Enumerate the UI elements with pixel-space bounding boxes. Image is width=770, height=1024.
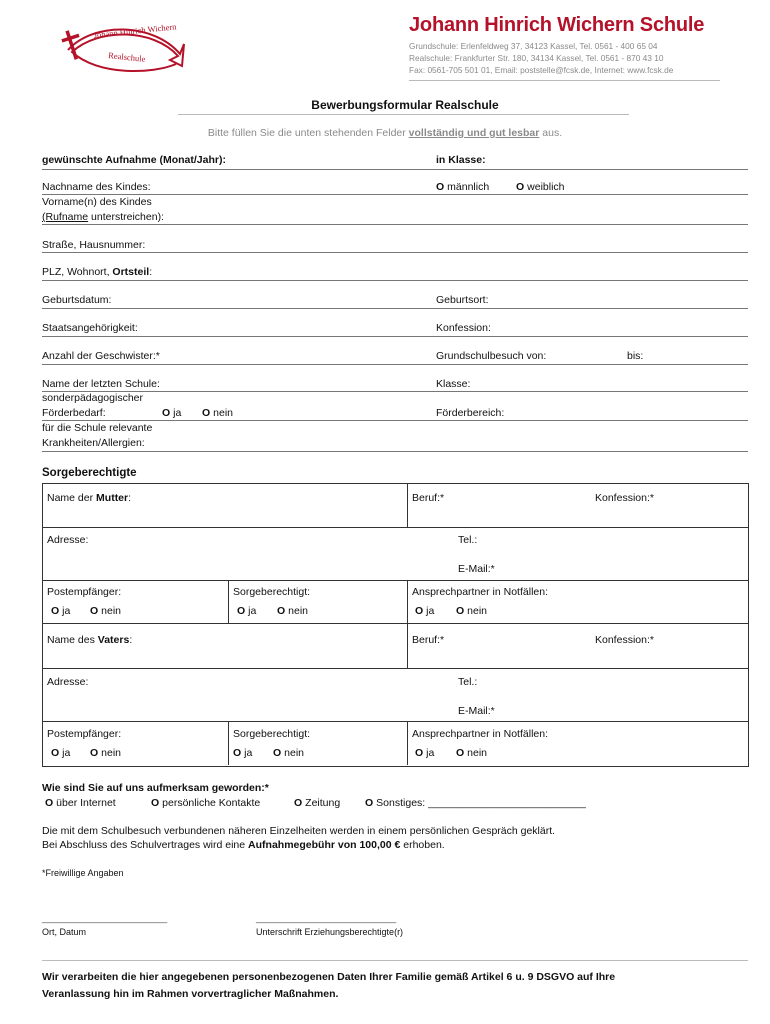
radio-icon[interactable]: O [277,605,286,617]
school-logo [58,16,188,76]
option-label: ja [426,747,435,759]
sonder-nein[interactable] [202,407,233,419]
header-divider [409,80,720,81]
option-label: ja [248,605,257,617]
address-line-1: Grundschule: Erlenfeldweg 37, 34123 Kassel, Tel. 0561 - 400 65 04 [409,41,658,51]
mutter-sorgeberechtigt-label: Sorgeberechtigt: [233,586,311,598]
table-line [228,721,229,765]
option-label: ja [62,747,71,759]
label-colon: : [129,634,133,646]
table-line [407,580,408,623]
field-line[interactable] [42,451,748,452]
sorge-heading: Sorgeberechtigte [42,467,137,479]
strasse-label: Straße, Hausnummer: [42,239,146,251]
field-line[interactable] [42,194,748,195]
mutter-post-nein[interactable] [90,605,121,617]
radio-icon[interactable]: O [45,797,54,809]
option-label: nein [467,747,488,759]
grundschulbesuch-label: Grundschulbesuch von: [436,350,547,362]
mutter-sorge-nein[interactable] [277,605,308,617]
mutter-name-label[interactable] [47,492,131,504]
info-line-2 [42,839,445,851]
vater-postempfaenger-label: Postempfänger: [47,728,122,740]
option-label: ja [426,605,435,617]
vater-ansprech-label: Ansprechpartner in Notfällen: [412,728,548,740]
mutter-konfession-label[interactable]: Konfession:* [595,492,654,504]
geburtsdatum-label: Geburtsdatum: [42,294,112,306]
radio-icon[interactable]: O [456,605,465,617]
vater-ansprech-nein[interactable] [456,747,487,759]
vater-adresse-label[interactable]: Adresse: [47,676,89,688]
vater-sorge-ja[interactable] [233,747,252,759]
mutter-sorge-ja[interactable] [237,605,256,617]
vater-konfession-label[interactable]: Konfession:* [595,634,654,646]
sonder-ja[interactable] [162,407,181,419]
mutter-postempfaenger-label: Postempfänger: [47,586,122,598]
table-line [407,623,408,668]
intro-text: Bitte füllen Sie die unten stehenden Felder [207,127,409,139]
vorname-underlined: (Rufname [42,211,89,223]
table-line [42,527,749,528]
vater-name-label[interactable] [47,634,132,646]
field-line[interactable] [42,252,748,253]
vater-sorgeberechtigt-label: Sorgeberechtigt: [233,728,311,740]
fee-text: Aufnahmegebühr von 100,00 € [248,839,401,851]
option-label: nein [288,605,309,617]
vater-beruf-label[interactable]: Beruf:* [412,634,445,646]
gender-weiblich[interactable] [516,181,565,193]
vater-post-ja[interactable] [51,747,70,759]
foerderbereich-label: Förderbereich: [436,407,505,419]
field-line[interactable] [42,364,748,365]
form-intro [0,127,770,139]
geburtsort-label: Geburtsort: [436,294,489,306]
vater-tel-label[interactable]: Tel.: [458,676,478,688]
table-line [42,623,749,624]
option-label: männlich [447,181,490,193]
mutter-ansprech-label: Ansprechpartner in Notfällen: [412,586,548,598]
option-label: ja [173,407,182,419]
field-line[interactable] [42,224,748,225]
field-line[interactable] [42,336,748,337]
table-line [42,721,749,722]
geschwister-label: Anzahl der Geschwister:* [42,350,160,362]
vater-post-nein[interactable] [90,747,121,759]
logo-text-bottom: Realschule [107,50,146,64]
field-line[interactable] [42,308,748,309]
address-line-3: Fax: 0561-705 501 01, Email: poststelle@fcsk.de, Internet: www.fcsk.de [409,65,674,75]
field-line[interactable] [42,169,748,170]
sonder-label-2: Förderbedarf: [42,407,106,419]
aufnahme-label: gewünschte Aufnahme (Monat/Jahr): [42,154,226,166]
logo-fish-cross-icon [58,16,188,76]
option-label: nein [101,605,122,617]
option-zeitung[interactable] [294,797,340,809]
krank-label-2: Krankheiten/Allergien: [42,437,145,449]
radio-icon[interactable]: O [90,605,99,617]
radio-icon[interactable]: O [456,747,465,759]
radio-icon[interactable]: O [233,747,242,759]
signature-line-unterschrift[interactable]: ____________________________ [256,913,397,923]
vater-email-label[interactable]: E-Mail:* [458,705,495,717]
option-persoenlich[interactable] [151,797,260,809]
option-label: ja [244,747,253,759]
klasse2-label: Klasse: [436,378,471,390]
klasse-label: in Klasse: [436,154,486,166]
info-text-end: erhoben. [400,839,445,851]
unterschrift-label: Unterschrift Erziehungsberechtigte(r) [256,927,404,937]
option-label: nein [284,747,305,759]
radio-icon[interactable]: O [90,747,99,759]
radio-icon[interactable]: O [415,747,424,759]
mutter-adresse-label[interactable]: Adresse: [47,534,89,546]
radio-icon[interactable]: O [51,605,60,617]
mutter-beruf-label[interactable]: Beruf:* [412,492,445,504]
vorname-rest: unterstreichen): [88,211,164,223]
dsgvo-line-1: Wir verarbeiten die hier angegebenen personenbezogenen Daten Ihrer Familie gemäß Artikel 6 u. 9 DSGVO auf Ihre [42,971,616,983]
mutter-ansprech-nein[interactable] [456,605,487,617]
mutter-ansprech-ja[interactable] [415,605,434,617]
vater-ansprech-ja[interactable] [415,747,434,759]
option-label: weiblich [527,181,565,193]
radio-icon[interactable]: O [237,605,246,617]
radio-icon[interactable]: O [294,797,303,809]
bis-label: bis: [627,350,644,362]
konfession-label: Konfession: [436,322,491,334]
field-line[interactable] [42,391,748,392]
info-line-1: Die mit dem Schulbesuch verbundenen näheren Einzelheiten werden in einem persönlichen Gespräch geklärt. [42,825,556,837]
field-line[interactable] [42,280,748,281]
table-line [42,668,749,669]
radio-icon[interactable]: O [516,181,525,193]
vorname-label-2 [42,211,164,223]
sorge-table [42,483,749,767]
radio-icon[interactable]: O [415,605,424,617]
gender-maennlich[interactable] [436,181,489,193]
signature-line-ort[interactable]: _________________________ [42,913,168,923]
form-title: Bewerbungsformular Realschule [311,98,499,112]
footer-divider [42,960,748,961]
address-line-2: Realschule: Frankfurter Str. 180, 34134 Kassel, Tel. 0561 - 870 43 10 [409,53,664,63]
aufmerksam-label: Wie sind Sie auf uns aufmerksam geworden:* [42,782,269,794]
mutter-email-label[interactable]: E-Mail:* [458,563,495,575]
vater-sorge-nein[interactable] [273,747,304,759]
school-name: Johann Hinrich Wichern Schule [409,14,705,36]
field-line[interactable] [42,420,748,421]
dsgvo-line-2: Veranlassung hin im Rahmen vorvertraglicher Maßnahmen. [42,988,339,1000]
intro-text-end: aus. [539,127,563,139]
intro-emphasis: vollständig und gut lesbar [408,127,540,139]
freiwillig-note: *Freiwillige Angaben [42,868,124,878]
staatsang-label: Staatsangehörigkeit: [42,322,138,334]
option-sonstiges[interactable] [365,797,586,809]
krank-label-1: für die Schule relevante [42,422,153,434]
table-line [42,580,749,581]
radio-icon[interactable]: O [273,747,282,759]
option-label: über Internet [56,797,116,809]
option-label: Sonstiges: ___________________________ [376,797,586,809]
logo-text-top: Johann Hinrich Wichern [93,21,177,40]
label-colon: : [128,492,132,504]
radio-icon[interactable]: O [51,747,60,759]
radio-icon[interactable]: O [162,407,171,419]
label-text: Name des [47,634,98,646]
plz-text: PLZ, Wohnort, [42,266,113,278]
option-label: persönliche Kontakte [162,797,261,809]
option-label: nein [213,407,234,419]
option-label: Zeitung [305,797,341,809]
nachname-label: Nachname des Kindes: [42,181,151,193]
mutter-post-ja[interactable] [51,605,70,617]
vater-bold: Vaters [97,634,130,646]
info-text: Bei Abschluss des Schulvertrages wird eine [42,839,249,851]
table-line [407,721,408,765]
ort-datum-label: Ort, Datum [42,927,87,937]
table-line [407,483,408,528]
sonder-label-1: sonderpädagogischer [42,392,143,404]
label-text: Name der [47,492,97,504]
radio-icon[interactable]: O [365,797,374,809]
plz-label [42,266,152,278]
option-label: nein [467,605,488,617]
plz-colon: : [149,266,153,278]
title-divider [178,114,629,115]
radio-icon[interactable]: O [436,181,445,193]
ortsteil-text: Ortsteil [112,266,150,278]
radio-icon[interactable]: O [151,797,160,809]
radio-icon[interactable]: O [202,407,211,419]
mutter-tel-label[interactable]: Tel.: [458,534,478,546]
vorname-label-1: Vorname(n) des Kindes [42,196,152,208]
table-line [228,580,229,623]
letzte-schule-label: Name der letzten Schule: [42,378,160,390]
option-internet[interactable] [45,797,116,809]
option-label: nein [101,747,122,759]
mutter-bold: Mutter [96,492,129,504]
option-label: ja [62,605,71,617]
